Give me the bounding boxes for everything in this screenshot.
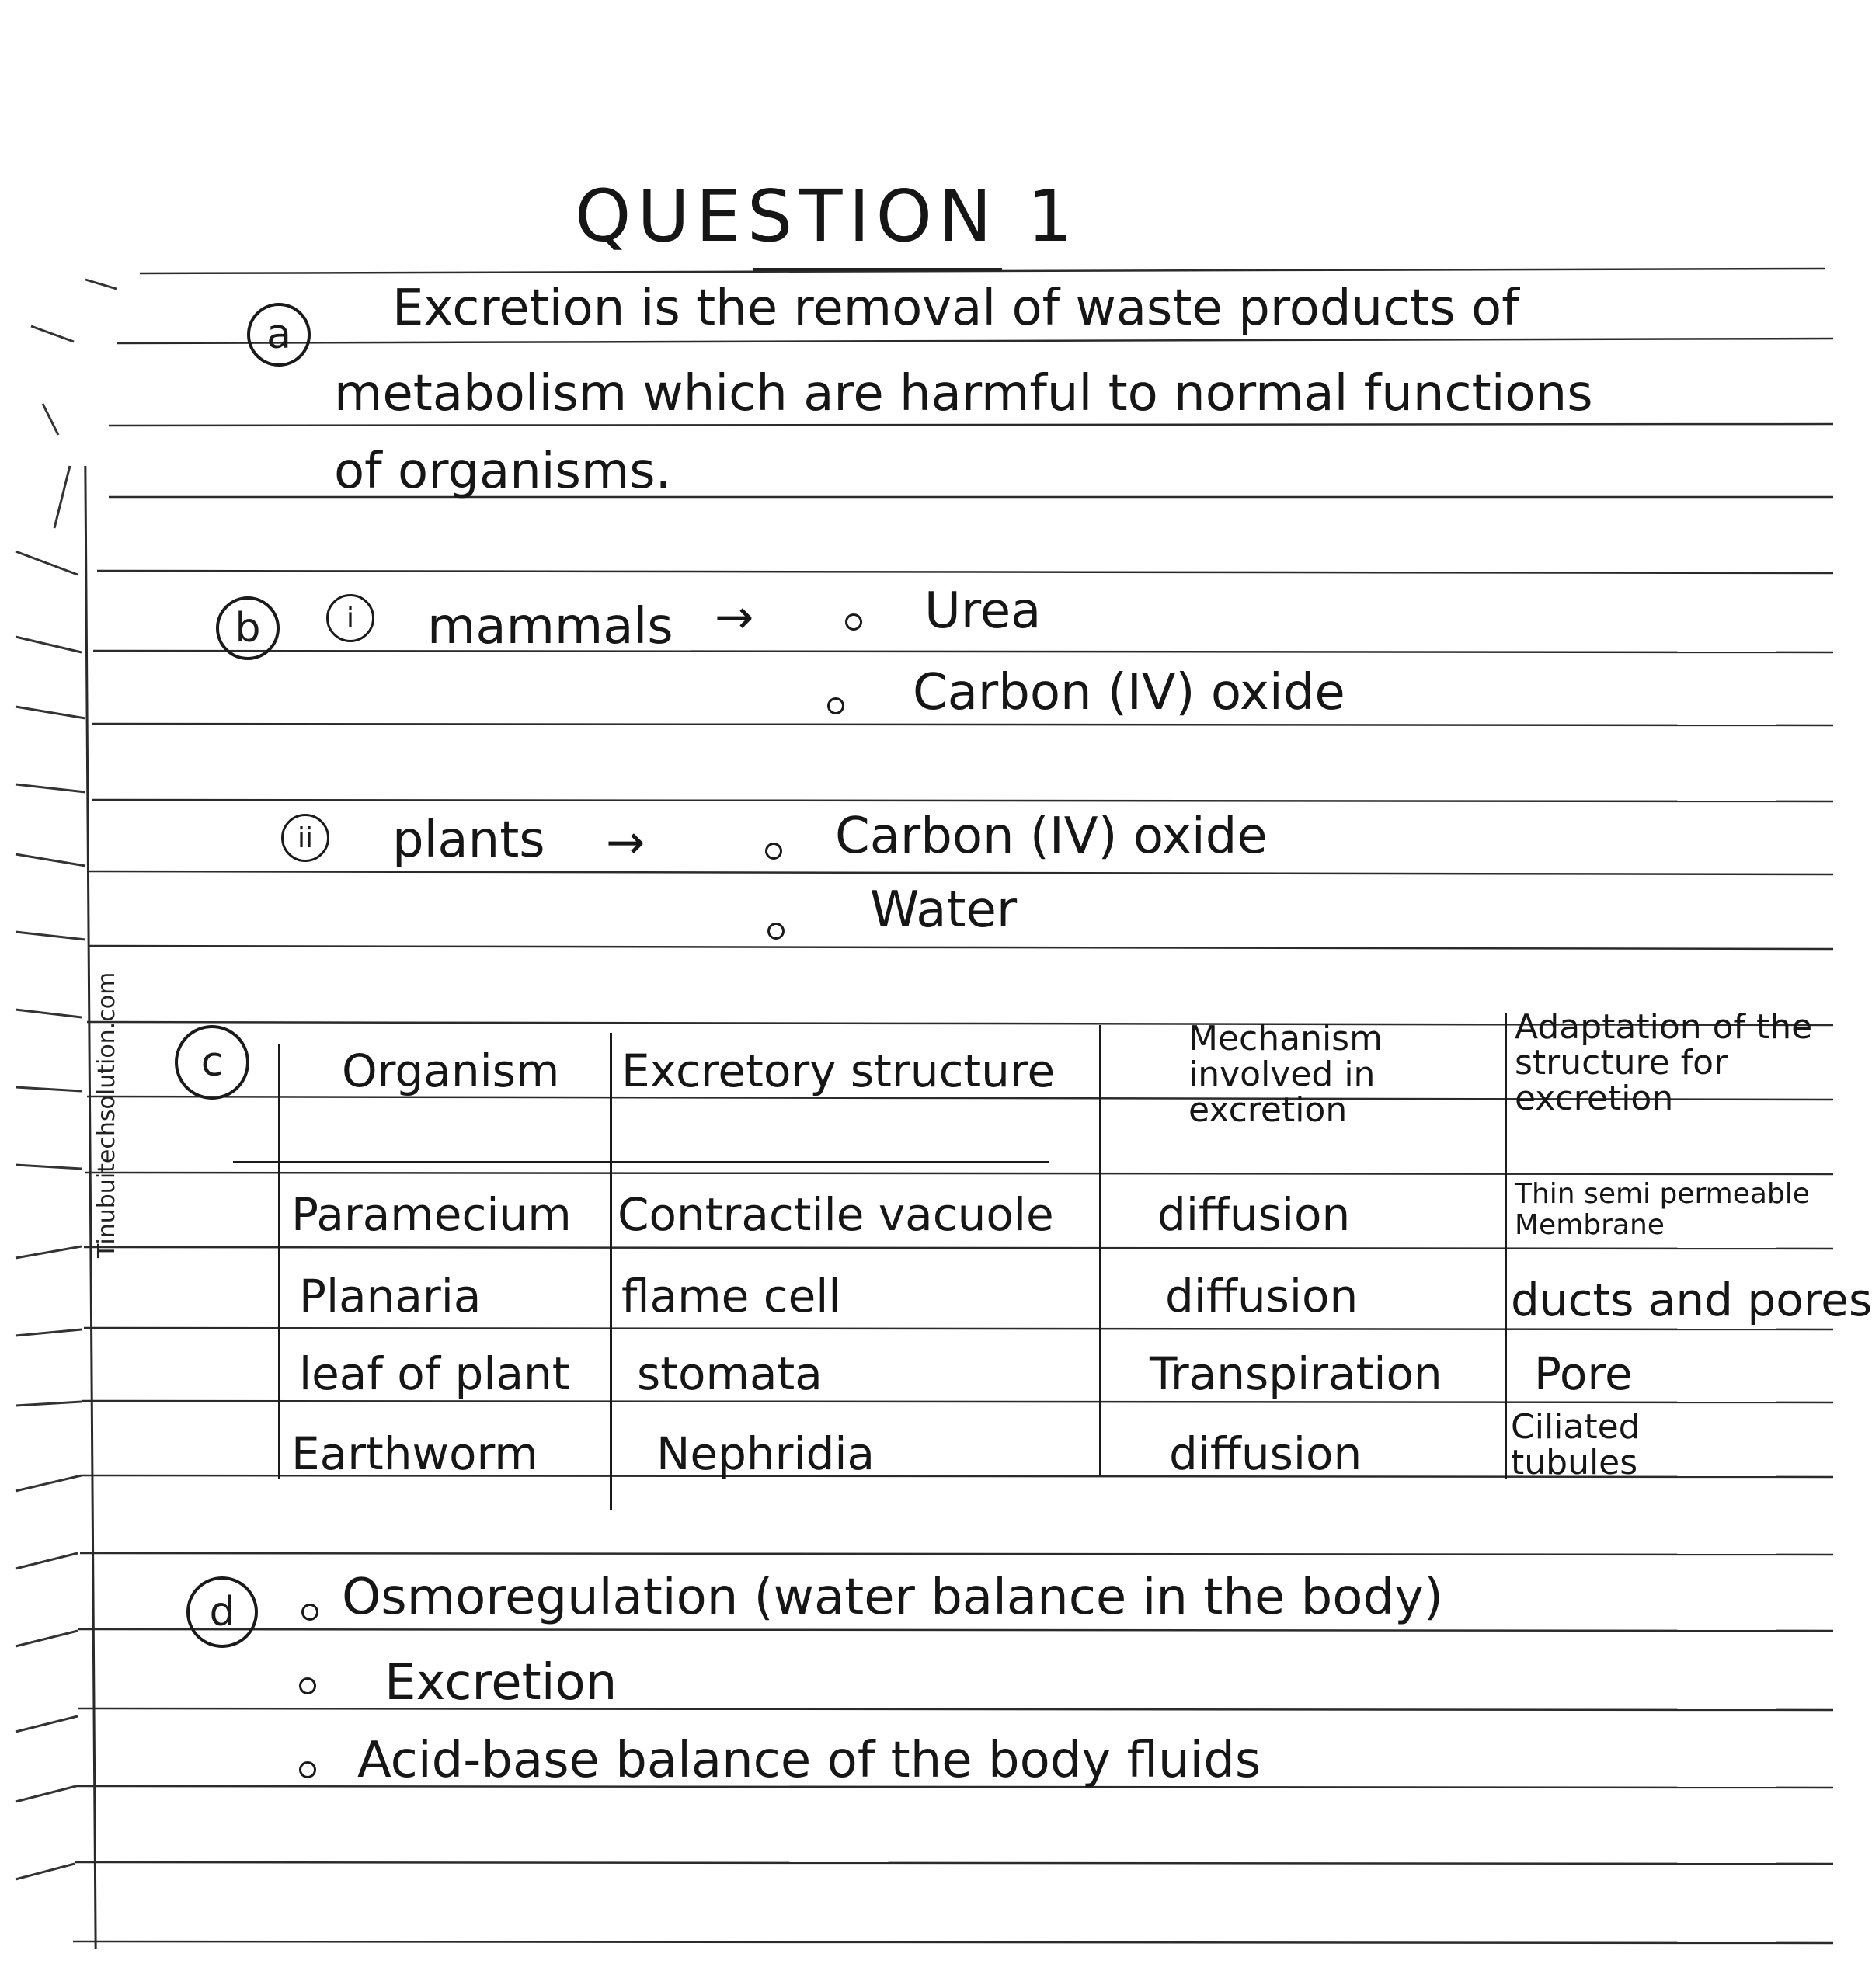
bullet-icon — [765, 843, 782, 860]
table-cell: Earthworm — [291, 1427, 538, 1480]
table-cell: Nephridia — [656, 1427, 875, 1480]
margin-watermark: Tinubuitechsolution.com — [93, 971, 120, 1258]
table-cell: Transpiration — [1150, 1347, 1442, 1400]
table-cell: Contractile vacuole — [618, 1188, 1054, 1241]
bullet-icon — [827, 697, 844, 714]
table-cell: diffusion — [1165, 1270, 1359, 1322]
part-b-i-item-1: Urea — [924, 582, 1042, 640]
table-column-divider — [610, 1033, 612, 1510]
table-header-organism: Organism — [342, 1044, 560, 1097]
table-cell: Thin semi permeable Membrane — [1515, 1178, 1810, 1241]
part-b-ii-item-1: Carbon (IV) oxide — [835, 808, 1268, 865]
bullet-icon — [299, 1677, 316, 1694]
part-b-i-item-2: Carbon (IV) oxide — [913, 664, 1345, 721]
table-cell: leaf of plant — [299, 1347, 570, 1400]
part-a-line-1: Excretion is the removal of waste products of — [392, 280, 1519, 337]
table-cell: Pore — [1534, 1347, 1633, 1400]
part-d-item-2: Excretion — [384, 1654, 618, 1712]
bullet-icon — [299, 1761, 316, 1778]
table-cell: Planaria — [299, 1270, 482, 1322]
part-b-i-label: i — [326, 594, 374, 642]
table-cell: flame cell — [621, 1270, 841, 1322]
part-b-i-subject: mammals — [427, 598, 673, 655]
table-column-divider — [1099, 1025, 1101, 1475]
part-a-line-2: metabolism which are harmful to normal functions — [334, 365, 1593, 422]
page-title: QUESTION 1 — [575, 175, 1079, 258]
part-d-label: d — [186, 1576, 258, 1648]
bullet-icon — [767, 923, 785, 940]
table-cell: ducts and pores — [1511, 1274, 1872, 1326]
part-b-ii-subject: plants — [392, 812, 545, 869]
part-b-ii-arrow: → — [606, 815, 645, 870]
part-d-item-1: Osmoregulation (water balance in the body) — [342, 1569, 1443, 1626]
part-d-item-3: Acid-base balance of the body fluids — [357, 1732, 1261, 1789]
part-b-ii-item-2: Water — [870, 881, 1018, 939]
table-border-left — [278, 1044, 280, 1479]
table-header-adaptation: Adaptation of the structure for excretion — [1515, 1007, 1813, 1118]
table-header-divider — [233, 1161, 1049, 1163]
part-b-i-arrow: → — [715, 590, 754, 645]
table-column-divider — [1505, 1013, 1507, 1479]
table-cell: Paramecium — [291, 1188, 572, 1241]
part-a-line-3: of organisms. — [334, 443, 671, 500]
table-cell: stomata — [637, 1347, 823, 1400]
part-b-label: b — [216, 596, 280, 660]
table-cell: diffusion — [1169, 1427, 1362, 1480]
part-b-ii-label: ii — [281, 814, 329, 862]
table-header-mechanism: Mechanism involved in excretion — [1188, 1019, 1383, 1130]
table-header-excretory-structure: Excretory structure — [621, 1044, 1056, 1097]
part-c-label: c — [175, 1025, 249, 1100]
bullet-icon — [845, 613, 862, 631]
table-cell: Ciliated tubules — [1511, 1407, 1641, 1482]
title-underline — [753, 268, 1002, 271]
table-cell: diffusion — [1157, 1188, 1351, 1241]
part-a-label: a — [247, 303, 311, 367]
bullet-icon — [301, 1604, 318, 1621]
